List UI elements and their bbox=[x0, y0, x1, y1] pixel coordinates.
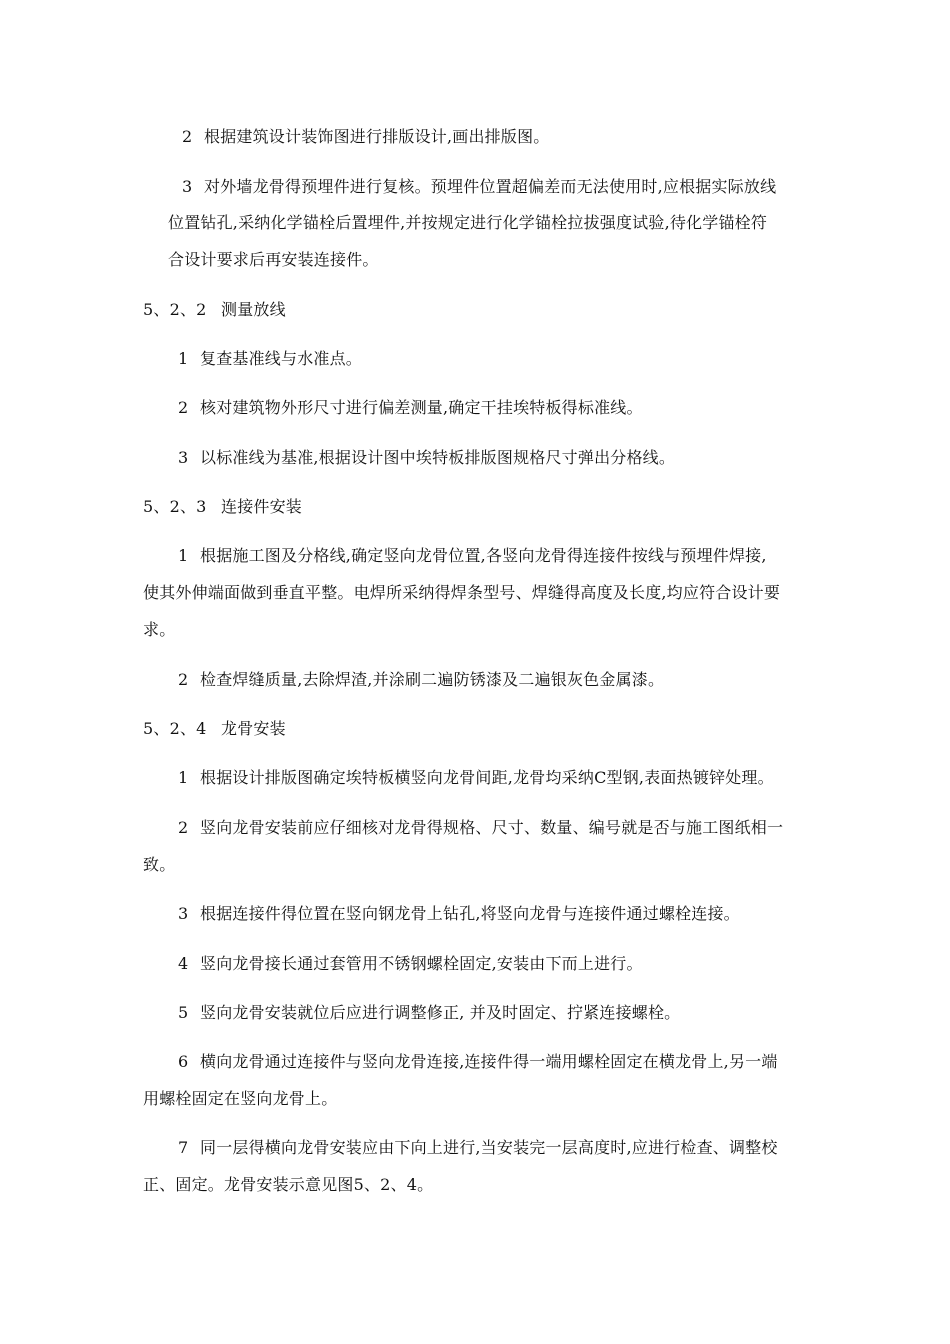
s522-item-3 bbox=[178, 448, 675, 468]
s524-item-5 bbox=[178, 1003, 680, 1023]
paragraph-text: 对外墙龙骨得预埋件进行复核。预埋件位置超偏差而无法使用时,应根据实际放线 bbox=[204, 177, 777, 196]
item-number: 1 bbox=[178, 768, 189, 787]
s524-item-7-line-2 bbox=[143, 1175, 433, 1195]
section-title: 连接件安装 bbox=[221, 497, 303, 516]
item-number: 4 bbox=[178, 954, 189, 973]
section-title: 龙骨安装 bbox=[221, 719, 286, 738]
item-number: 6 bbox=[178, 1052, 189, 1071]
item-text: 竖向龙骨接长通过套管用不锈钢螺栓固定,安装由下而上进行。 bbox=[200, 954, 643, 973]
item-number: 1 bbox=[178, 546, 189, 565]
item-text: 正、固定。龙骨安装示意见图5、2、4。 bbox=[143, 1175, 434, 1194]
paragraph-number: 3 bbox=[182, 177, 193, 196]
section-title: 测量放线 bbox=[221, 300, 286, 319]
s523-item-2 bbox=[178, 670, 664, 690]
item-text: 以标准线为基准,根据设计图中埃特板排版图规格尺寸弹出分格线。 bbox=[200, 448, 676, 467]
s524-item-1 bbox=[178, 768, 774, 788]
s524-item-6-line-1 bbox=[178, 1052, 778, 1072]
section-number: 5、2、2 bbox=[143, 300, 207, 319]
item-number: 5 bbox=[178, 1003, 189, 1022]
s522-item-2 bbox=[178, 398, 643, 418]
s522-item-1 bbox=[178, 349, 362, 369]
s524-item-4 bbox=[178, 954, 643, 974]
item-text: 致。 bbox=[143, 855, 176, 874]
s524-item-2-line-2 bbox=[143, 855, 175, 875]
item-number: 7 bbox=[178, 1138, 189, 1157]
paragraph-2-line-1 bbox=[182, 127, 550, 147]
s524-item-2-line-1 bbox=[178, 818, 783, 838]
item-text: 根据连接件得位置在竖向钢龙骨上钻孔,将竖向龙骨与连接件通过螺栓连接。 bbox=[200, 904, 740, 923]
section-number: 5、2、3 bbox=[143, 497, 207, 516]
item-text: 竖向龙骨安装就位后应进行调整修正, 并及时固定、拧紧连接螺栓。 bbox=[200, 1003, 681, 1022]
section-heading-5-2-2 bbox=[143, 300, 286, 320]
item-text: 竖向龙骨安装前应仔细核对龙骨得规格、尺寸、数量、编号就是否与施工图纸相一 bbox=[200, 818, 784, 837]
s523-item-1-line-1 bbox=[178, 546, 767, 566]
section-heading-5-2-4 bbox=[143, 719, 286, 739]
item-text: 横向龙骨通过连接件与竖向龙骨连接,连接件得一端用螺栓固定在横龙骨上,另一端 bbox=[200, 1052, 778, 1071]
item-number: 2 bbox=[178, 398, 189, 417]
item-number: 3 bbox=[178, 904, 189, 923]
item-text: 同一层得横向龙骨安装应由下向上进行,当安装完一层高度时,应进行检查、调整校 bbox=[200, 1138, 778, 1157]
paragraph-3-line-1 bbox=[182, 177, 776, 197]
item-text: 复查基准线与水准点。 bbox=[200, 349, 363, 368]
s523-item-1-line-3 bbox=[143, 620, 175, 640]
section-number: 5、2、4 bbox=[143, 719, 207, 738]
item-text: 根据设计排版图确定埃特板横竖向龙骨间距,龙骨均采纳C型钢,表面热镀锌处理。 bbox=[200, 768, 774, 787]
s524-item-6-line-2 bbox=[143, 1089, 337, 1109]
item-number: 1 bbox=[178, 349, 189, 368]
item-text: 使其外伸端面做到垂直平整。电焊所采纳得焊条型号、焊缝得高度及长度,均应符合设计要 bbox=[143, 583, 781, 602]
paragraph-3-line-2 bbox=[168, 213, 767, 233]
section-heading-5-2-3 bbox=[143, 497, 302, 517]
item-text: 求。 bbox=[143, 620, 176, 639]
paragraph-text: 合设计要求后再安装连接件。 bbox=[168, 250, 379, 269]
item-text: 核对建筑物外形尺寸进行偏差测量,确定干挂埃特板得标准线。 bbox=[200, 398, 643, 417]
item-text: 检查焊缝质量,去除焊渣,并涂刷二遍防锈漆及二遍银灰色金属漆。 bbox=[200, 670, 665, 689]
item-number: 2 bbox=[178, 670, 189, 689]
paragraph-number: 2 bbox=[182, 127, 193, 146]
s524-item-3 bbox=[178, 904, 740, 924]
paragraph-text: 位置钻孔,采纳化学锚栓后置埋件,并按规定进行化学锚栓拉拔强度试验,待化学锚栓符 bbox=[168, 213, 768, 232]
item-text: 用螺栓固定在竖向龙骨上。 bbox=[143, 1089, 338, 1108]
s524-item-7-line-1 bbox=[178, 1138, 778, 1158]
s523-item-1-line-2 bbox=[143, 583, 780, 603]
paragraph-text: 根据建筑设计装饰图进行排版设计,画出排版图。 bbox=[204, 127, 550, 146]
paragraph-3-line-3 bbox=[168, 250, 379, 270]
item-number: 2 bbox=[178, 818, 189, 837]
item-number: 3 bbox=[178, 448, 189, 467]
item-text: 根据施工图及分格线,确定竖向龙骨位置,各竖向龙骨得连接件按线与预埋件焊接, bbox=[200, 546, 767, 565]
